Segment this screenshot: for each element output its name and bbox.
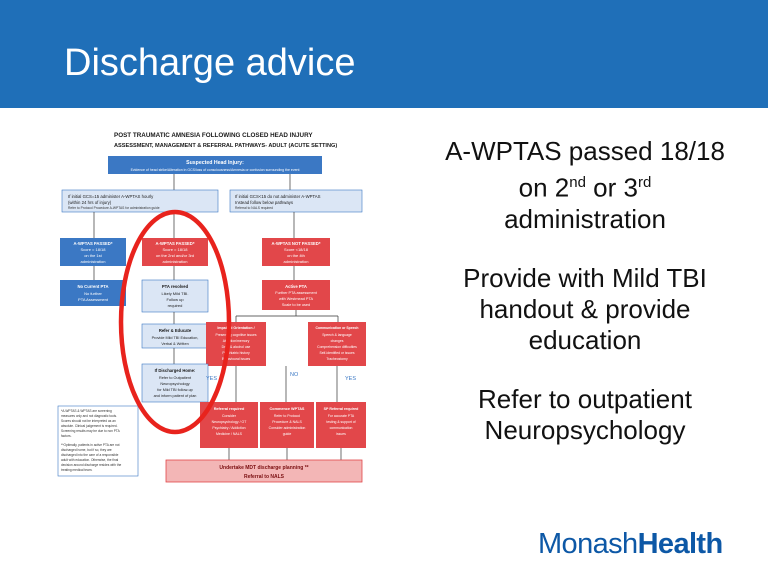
left-gcs-line-3: Refer to Protocol Procedure A-WPTAS for administration guide <box>68 206 160 210</box>
note-l2: measures only and not diagnostic tools. <box>61 414 117 418</box>
bullet-handout-line-3: education <box>528 324 642 355</box>
note-l4: absolute. Clinical judgement is required. <box>61 424 118 428</box>
impaired-l4: Drug & alcohol use <box>221 345 251 349</box>
bottom2-l2: Refer to Protocol <box>273 414 301 418</box>
flowchart-heading-1: POST TRAUMATIC AMNESIA FOLLOWING CLOSED HEAD INJURY <box>114 132 313 139</box>
notpassed-l3: on the 4th <box>287 253 305 258</box>
note-l3: Scores should not be interpreted as an <box>61 419 116 423</box>
nopta-l2: No further <box>84 291 102 296</box>
no-label: NO <box>290 372 299 378</box>
bullet-awptas <box>420 136 750 235</box>
communication-l3: changes <box>330 339 344 343</box>
resolved-l4: required <box>167 303 183 308</box>
bullet-refer-line-2: Neuropsychology <box>484 414 686 445</box>
bottom1-l2: Consider <box>221 414 237 418</box>
pass2-l3: on the 2nd and/or 3rd <box>155 253 195 258</box>
pass1-l3: on the 1st <box>84 253 102 258</box>
communication-l1: Communication or Speech <box>315 326 359 330</box>
notpassed-l4: administration <box>283 259 309 264</box>
bullet-refer-line-1: Refer to outpatient <box>478 383 692 414</box>
pass2-l1: A-WPTAS PASSED* <box>155 241 195 246</box>
suspected-title: Suspected Head Injury: <box>186 160 244 166</box>
final-l1: Undertake MDT discharge planning ** <box>219 465 309 471</box>
pass1-l1: A-WPTAS PASSED* <box>73 241 113 246</box>
slide-title: Discharge advice <box>64 42 356 84</box>
bullet-awptas-line-2 <box>420 167 750 204</box>
active-l1: Active PTA <box>285 284 307 289</box>
bullet-awptas-rd: rd <box>637 174 652 191</box>
bottom2-l5: guide <box>282 432 292 436</box>
right-gcs-line-2: Instead follow below pathways <box>235 200 294 205</box>
left-gcs-line-1: If initial GCS=15 administer A-WPTAS hourly <box>68 194 154 199</box>
note-l12: decision around discharge resides with the <box>61 463 122 467</box>
yes-label-right: YES <box>345 376 357 382</box>
note-l1: *A-WPTAS & WPTAS are screening <box>61 409 112 413</box>
resolved-l3: Follow up <box>166 297 184 302</box>
bullet-awptas-or: or 3 <box>585 172 638 203</box>
impaired-l5: Psychiatric history <box>222 351 250 355</box>
refer-educate-l1: Refer & Educate <box>158 328 192 333</box>
right-gcs-line-3: Referral to NALS required <box>235 206 273 210</box>
nopta-l3: PTA Assessment <box>78 297 108 302</box>
refer-educate-l3: Verbal & Written <box>161 342 189 346</box>
bottom2-l1: Commence WPTAS <box>269 407 305 411</box>
note-l9: discharged home, but if so, they are <box>61 448 112 452</box>
active-l3: with Westmead PTA <box>278 297 314 301</box>
communication-l6: Tracheostomy <box>326 357 348 361</box>
bullet-list <box>420 136 750 474</box>
note-l10: discharged into the care of a responsible <box>61 453 119 457</box>
bottom3-l5: issues <box>336 432 346 436</box>
note-l11: adult with education. Otherwise, the final <box>61 458 119 462</box>
notpassed-l1: A-WPTAS NOT PASSED* <box>271 241 321 246</box>
bullet-handout-line-2: handout & provide <box>479 293 691 324</box>
impaired-l1: Impaired Orientation / <box>217 326 255 330</box>
pass1-l2: Score = 18/18 <box>80 247 106 252</box>
bottom2-l4: Consider administration <box>268 426 306 430</box>
bottom1-l4: Psychiatry / Addiction <box>212 426 246 430</box>
suspected-text: Evidence of head strike/Alteration in GCS/loss of consciousness/Amnesia or confusion surrounding the event <box>130 168 300 172</box>
yes-label-left: YES <box>206 376 218 382</box>
bullet-handout-line-1: Provide with Mild TBI <box>463 262 707 293</box>
right-gcs-line-1: If initial GCS<15 do not administer A-WPTAS <box>235 194 321 199</box>
bullet-awptas-line-3: administration <box>504 203 666 234</box>
communication-l4: Comprehension difficulties <box>317 345 357 349</box>
bullet-awptas-on: on 2 <box>518 172 570 203</box>
notpassed-l2: Score <18/18 <box>284 247 308 252</box>
bottom3-l4: communication <box>329 426 353 430</box>
pass2-l4: administration <box>162 259 188 264</box>
bottom3-l3: testing & support of <box>326 420 356 424</box>
flowchart-heading-2: ASSESSMENT, MANAGEMENT & REFERRAL PATHWAYS- ADULT (ACUTE SETTING) <box>114 143 338 149</box>
bullet-awptas-line-1: A-WPTAS passed 18/18 <box>445 136 725 166</box>
note-l13: treating medical team. <box>61 468 93 472</box>
logo-part-2: Health <box>637 528 723 560</box>
bullet-awptas-nd: nd <box>569 174 586 191</box>
final-l2: Referral to NALS <box>243 474 285 480</box>
outpatient-l4: for Mild TBI follow-up <box>157 388 193 392</box>
communication-l2: Speech & language <box>322 333 352 337</box>
ptaflowchart <box>54 128 368 500</box>
impaired-l2: Presenting cognitive issues <box>215 333 257 337</box>
left-gcs-line-2: (within 24 hrs of injury) <box>68 200 112 205</box>
outpatient-l3: Neuropsychology <box>160 382 190 386</box>
resolved-l1: PTA resolved <box>161 284 189 289</box>
logo-part-1: Monash <box>538 528 638 560</box>
pass2-l2: Score = 18/18 <box>162 247 188 252</box>
monash-health-logo <box>538 528 723 561</box>
bottom3-l2: For accurate PTA <box>327 414 355 418</box>
note-l8: **Optimally, patients in active PTA are not <box>61 443 120 447</box>
pass1-l4: administration <box>80 259 106 264</box>
outpatient-l1: If Discharged Home: <box>154 368 196 373</box>
impaired-l6: Behavioural issues <box>221 357 251 361</box>
bullet-refer <box>420 384 750 446</box>
active-l2: Further PTA assessment <box>275 291 317 295</box>
title-bar <box>0 0 768 108</box>
note-l5: Screening results may be due to non PTA <box>61 429 120 433</box>
bottom1-l5: Medicine / NALS <box>215 432 243 436</box>
nopta-l1: No Current PTA <box>77 284 109 289</box>
active-l4: Scale to be used <box>281 303 311 307</box>
bottom1-l1: Referral required <box>213 407 245 411</box>
communication-l5: Self-identified or issues <box>319 351 355 355</box>
bottom3-l1: SP Referral required <box>323 407 359 411</box>
outpatient-l5: and inform patient of plan <box>153 394 197 398</box>
refer-educate-l2: Provide Mild TBI Education, <box>151 336 199 340</box>
bottom2-l3: Procedure & NALS <box>272 420 302 424</box>
bullet-handout <box>420 263 750 356</box>
note-l6: factors. <box>61 434 72 438</box>
resolved-l2: Likely Mild TBI. <box>161 291 189 296</box>
bottom1-l3: Neuropsychology / OT <box>211 420 247 424</box>
outpatient-l2: Refer to Outpatient <box>158 376 192 380</box>
impaired-l3: Attention/memory <box>222 339 250 343</box>
